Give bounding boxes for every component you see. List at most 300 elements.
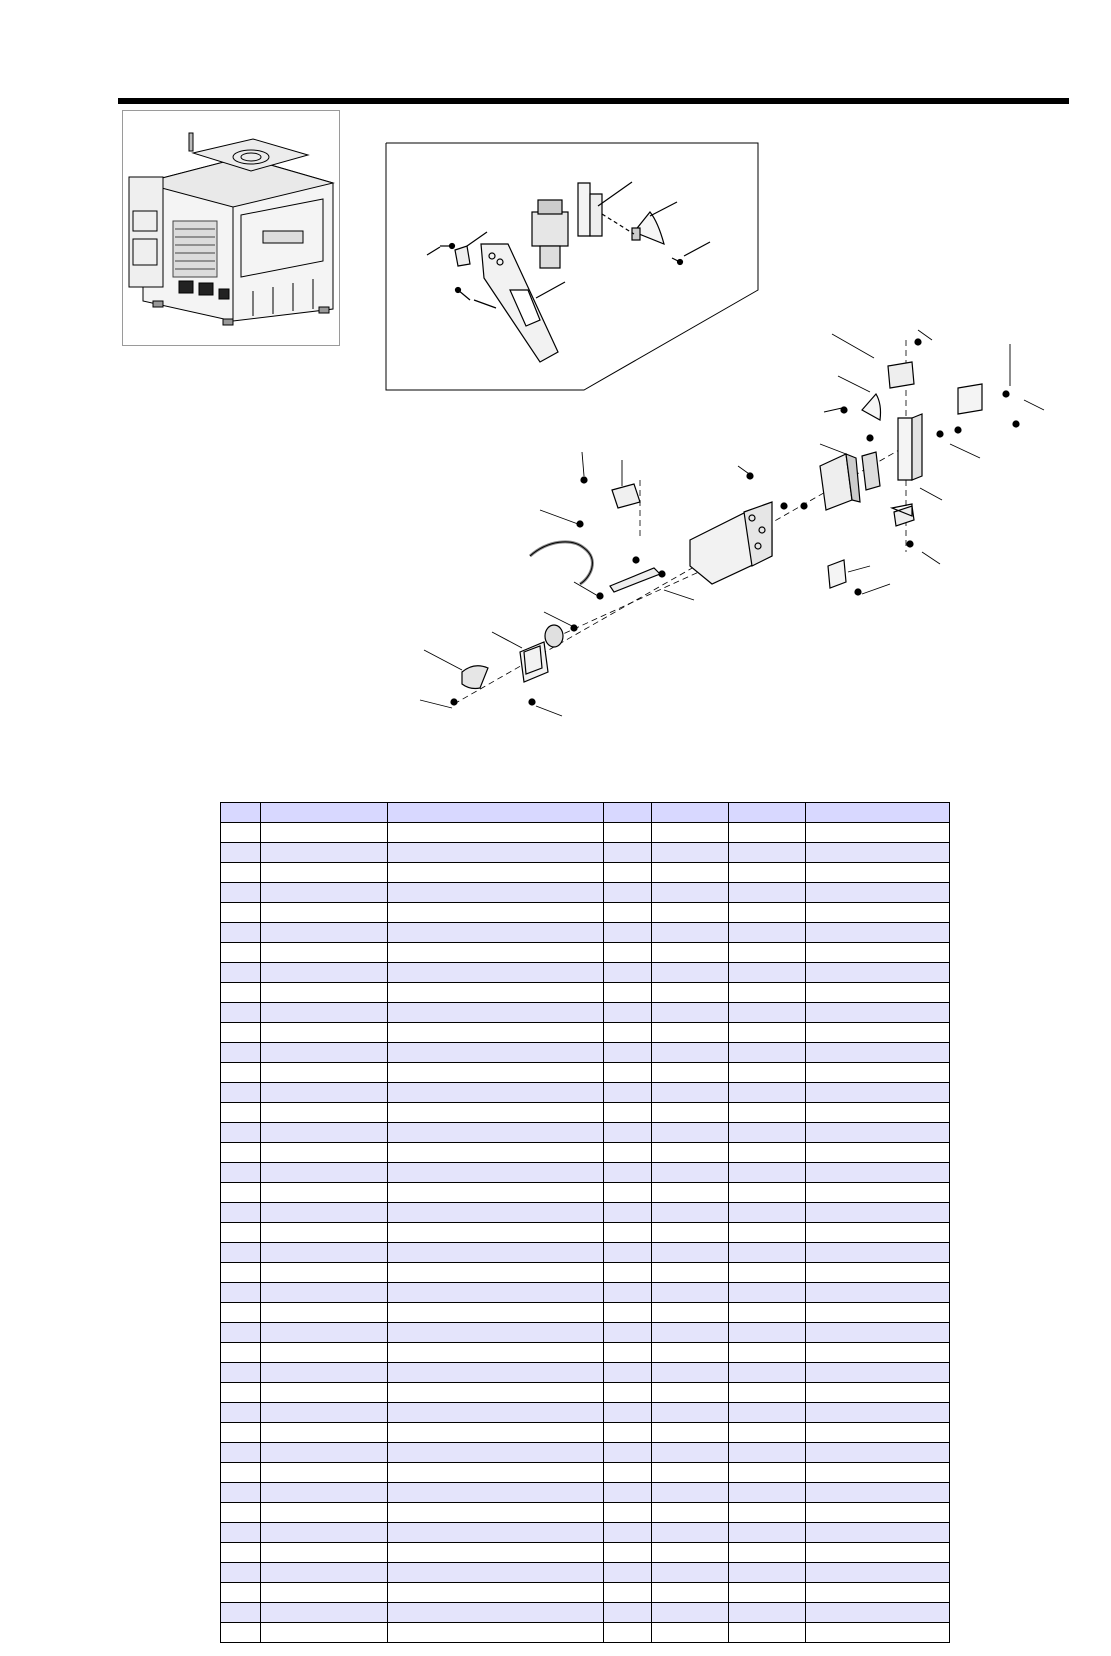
table-cell [806,1463,950,1483]
table-row [221,883,950,903]
header-cell [388,803,604,823]
table-cell [388,1363,604,1383]
table-cell [652,1363,729,1383]
table-cell [604,1223,652,1243]
table-cell [729,1263,806,1283]
table-cell [806,1003,950,1023]
table-cell [652,1103,729,1123]
table-cell [729,1603,806,1623]
table-cell [221,1403,261,1423]
table-cell [261,1223,388,1243]
table-cell [604,1423,652,1443]
table-cell [806,1623,950,1643]
table-row [221,1383,950,1403]
table-cell [652,843,729,863]
table-cell [388,1083,604,1103]
header-cell [729,803,806,823]
table-cell [806,1603,950,1623]
table-cell [652,1623,729,1643]
table-cell [729,1363,806,1383]
table-cell [652,1503,729,1523]
table-row [221,1623,950,1643]
table-cell [221,1443,261,1463]
table-cell [729,843,806,863]
table-row [221,1283,950,1303]
table-cell [388,963,604,983]
detail-inset-parts [427,182,710,362]
table-cell [604,1023,652,1043]
table-cell [729,1343,806,1363]
table-cell [652,1163,729,1183]
table-cell [604,1003,652,1023]
table-cell [729,883,806,903]
table-cell [729,1583,806,1603]
table-cell [806,1163,950,1183]
table-row [221,1123,950,1143]
table-cell [652,943,729,963]
table-cell [604,1123,652,1143]
table-cell [806,963,950,983]
table-cell [261,1043,388,1063]
table-cell [806,1083,950,1103]
table-cell [261,1343,388,1363]
table-cell [261,1503,388,1523]
table-cell [388,1523,604,1543]
table-cell [388,1343,604,1363]
table-row [221,1483,950,1503]
table-cell [221,1023,261,1043]
table-cell [388,1223,604,1243]
table-cell [388,1603,604,1623]
table-cell [652,1323,729,1343]
table-cell [388,1543,604,1563]
table-cell [729,1023,806,1043]
table-cell [261,823,388,843]
table-cell [388,1103,604,1123]
table-cell [604,1303,652,1323]
table-cell [388,1023,604,1043]
table-cell [221,843,261,863]
table-cell [604,1183,652,1203]
table-cell [261,1123,388,1143]
table-cell [388,1123,604,1143]
table-cell [652,863,729,883]
table-cell [221,1463,261,1483]
table-cell [604,1143,652,1163]
table-cell [652,923,729,943]
table-cell [221,1083,261,1103]
table-cell [806,843,950,863]
table-cell [221,1623,261,1643]
table-cell [261,903,388,923]
table-cell [604,1523,652,1543]
table-cell [261,1063,388,1083]
table-cell [261,1403,388,1423]
table-cell [652,823,729,843]
table-cell [729,903,806,923]
table-row [221,1603,950,1623]
table-cell [652,1003,729,1023]
table-cell [806,1443,950,1463]
table-row [221,843,950,863]
table-cell [388,1243,604,1263]
parts-table-body [221,823,950,1643]
table-cell [652,1543,729,1563]
table-cell [806,1523,950,1543]
table-row [221,1063,950,1083]
table-cell [604,1443,652,1463]
table-cell [604,1283,652,1303]
table-cell [221,1563,261,1583]
table-cell [221,1543,261,1563]
table-row [221,1503,950,1523]
table-cell [221,1363,261,1383]
table-cell [729,1543,806,1563]
table-cell [604,1043,652,1063]
table-cell [261,1543,388,1563]
table-cell [729,1403,806,1423]
table-cell [604,1563,652,1583]
table-cell [729,1043,806,1063]
table-cell [221,1603,261,1623]
table-cell [729,1183,806,1203]
table-cell [806,1563,950,1583]
table-cell [806,1143,950,1163]
table-cell [652,1203,729,1223]
table-cell [261,1083,388,1103]
table-cell [652,883,729,903]
table-cell [261,1623,388,1643]
table-cell [806,1503,950,1523]
table-cell [806,1323,950,1343]
table-cell [652,1143,729,1163]
table-cell [221,1343,261,1363]
table-cell [604,1583,652,1603]
table-cell [221,1103,261,1123]
table-cell [806,1223,950,1243]
table-cell [388,1463,604,1483]
table-cell [729,1203,806,1223]
table-row [221,1223,950,1243]
table-cell [652,1303,729,1323]
table-cell [261,1443,388,1463]
table-row [221,1143,950,1163]
table-cell [221,1223,261,1243]
table-cell [604,1403,652,1423]
table-cell [388,1503,604,1523]
table-cell [388,1143,604,1163]
table-cell [388,1043,604,1063]
table-row [221,983,950,1003]
table-row [221,1303,950,1323]
table-row [221,903,950,923]
table-cell [652,1223,729,1243]
table-cell [604,883,652,903]
table-cell [604,1623,652,1643]
table-cell [806,1123,950,1143]
table-cell [604,903,652,923]
table-cell [388,1383,604,1403]
table-cell [221,1163,261,1183]
table-cell [806,1183,950,1203]
table-row [221,1243,950,1263]
table-cell [652,1483,729,1503]
table-cell [729,1383,806,1403]
table-cell [221,923,261,943]
table-cell [729,1443,806,1463]
table-cell [729,1503,806,1523]
table-cell [652,1443,729,1463]
table-cell [388,1563,604,1583]
table-row [221,923,950,943]
table-cell [221,1583,261,1603]
table-cell [261,1003,388,1023]
table-cell [261,1143,388,1163]
table-cell [221,1003,261,1023]
table-cell [261,923,388,943]
table-cell [806,1203,950,1223]
table-cell [806,943,950,963]
table-cell [652,1043,729,1063]
table-cell [729,1223,806,1243]
table-cell [729,1523,806,1543]
table-cell [729,1163,806,1183]
table-cell [261,1603,388,1623]
table-cell [652,1603,729,1623]
table-row [221,1203,950,1223]
table-cell [261,1523,388,1543]
table-row [221,1463,950,1483]
table-cell [652,1123,729,1143]
table-cell [388,1283,604,1303]
table-cell [388,1303,604,1323]
table-cell [652,1243,729,1263]
table-row [221,1183,950,1203]
table-cell [652,963,729,983]
table-cell [221,963,261,983]
table-cell [221,1263,261,1283]
table-cell [806,1543,950,1563]
table-cell [221,1243,261,1263]
table-cell [729,1063,806,1083]
table-cell [729,823,806,843]
table-cell [652,983,729,1003]
detail-inset-frame [386,143,758,390]
table-cell [604,1063,652,1083]
table-cell [729,943,806,963]
table-cell [652,1283,729,1303]
table-cell [388,843,604,863]
table-cell [729,1123,806,1143]
table-cell [604,843,652,863]
table-cell [652,1063,729,1083]
header-cell [261,803,388,823]
table-row [221,823,950,843]
table-row [221,1023,950,1043]
table-cell [604,1363,652,1383]
table-cell [729,1083,806,1103]
table-cell [261,883,388,903]
table-cell [652,1583,729,1603]
table-cell [604,1263,652,1283]
table-row [221,1423,950,1443]
table-cell [652,1343,729,1363]
header-cell [806,803,950,823]
table-cell [388,1323,604,1343]
table-cell [261,1483,388,1503]
table-row [221,1583,950,1603]
table-cell [388,1403,604,1423]
table-cell [221,903,261,923]
table-row [221,1523,950,1543]
table-cell [261,1163,388,1183]
table-cell [261,1583,388,1603]
table-cell [221,1123,261,1143]
table-cell [604,1343,652,1363]
table-row [221,1043,950,1063]
table-row [221,943,950,963]
table-cell [729,1563,806,1583]
table-cell [729,863,806,883]
table-cell [261,863,388,883]
table-cell [806,1243,950,1263]
table-row [221,963,950,983]
header-cell [652,803,729,823]
table-cell [729,1243,806,1263]
table-cell [221,823,261,843]
table-cell [806,1283,950,1303]
table-row [221,1403,950,1423]
table-cell [604,1203,652,1223]
table-row [221,1103,950,1123]
table-cell [652,1083,729,1103]
table-cell [604,983,652,1003]
table-cell [388,1063,604,1083]
table-cell [261,1423,388,1443]
table-cell [261,843,388,863]
table-cell [806,1403,950,1423]
table-row [221,1323,950,1343]
table-cell [729,1303,806,1323]
table-cell [806,923,950,943]
table-cell [388,1423,604,1443]
table-cell [652,1563,729,1583]
table-cell [221,1483,261,1503]
table-cell [729,1103,806,1123]
table-cell [261,1103,388,1123]
table-cell [604,923,652,943]
parts-table-header [221,803,950,823]
table-cell [806,1023,950,1043]
table-cell [388,1003,604,1023]
table-cell [806,1423,950,1443]
table-row [221,863,950,883]
table-cell [221,1183,261,1203]
table-cell [806,1363,950,1383]
table-cell [388,863,604,883]
table-cell [388,823,604,843]
table-cell [729,1003,806,1023]
table-cell [221,943,261,963]
table-cell [729,1423,806,1443]
table-cell [221,1063,261,1083]
table-cell [729,963,806,983]
table-cell [806,1043,950,1063]
parts-list-table [220,802,950,1643]
table-cell [221,1423,261,1443]
table-row [221,1543,950,1563]
table-cell [729,1463,806,1483]
exploded-view-drawing [0,0,1111,760]
table-cell [652,1263,729,1283]
table-cell [388,983,604,1003]
table-cell [604,1383,652,1403]
table-cell [261,1323,388,1343]
table-cell [388,943,604,963]
table-cell [604,1163,652,1183]
table-cell [221,1323,261,1343]
table-cell [652,1383,729,1403]
table-cell [604,1083,652,1103]
table-cell [729,1323,806,1343]
table-cell [604,1463,652,1483]
table-cell [652,903,729,923]
table-cell [261,1303,388,1323]
table-cell [388,1163,604,1183]
table-cell [729,1283,806,1303]
table-cell [806,863,950,883]
table-cell [604,863,652,883]
table-row [221,1263,950,1283]
table-cell [729,1143,806,1163]
table-cell [652,1523,729,1543]
table-cell [221,1303,261,1323]
table-cell [388,1483,604,1503]
table-cell [652,1023,729,1043]
table-cell [388,1263,604,1283]
table-cell [221,883,261,903]
table-cell [806,983,950,1003]
table-cell [221,1503,261,1523]
table-cell [806,1103,950,1123]
table-cell [261,1203,388,1223]
table-cell [806,903,950,923]
table-cell [806,883,950,903]
table-cell [261,1183,388,1203]
table-cell [806,1063,950,1083]
table-cell [806,1303,950,1323]
table-row [221,1083,950,1103]
table-cell [729,1623,806,1643]
table-cell [604,823,652,843]
table-row [221,1003,950,1023]
table-cell [221,1523,261,1543]
table-cell [388,1623,604,1643]
table-cell [221,1203,261,1223]
table-cell [261,1363,388,1383]
table-cell [388,1583,604,1603]
table-cell [261,1463,388,1483]
table-cell [221,1383,261,1403]
table-cell [806,1343,950,1363]
table-cell [604,1103,652,1123]
table-cell [388,883,604,903]
table-cell [261,943,388,963]
table-cell [261,1563,388,1583]
header-cell [221,803,261,823]
table-row [221,1443,950,1463]
table-cell [261,1283,388,1303]
